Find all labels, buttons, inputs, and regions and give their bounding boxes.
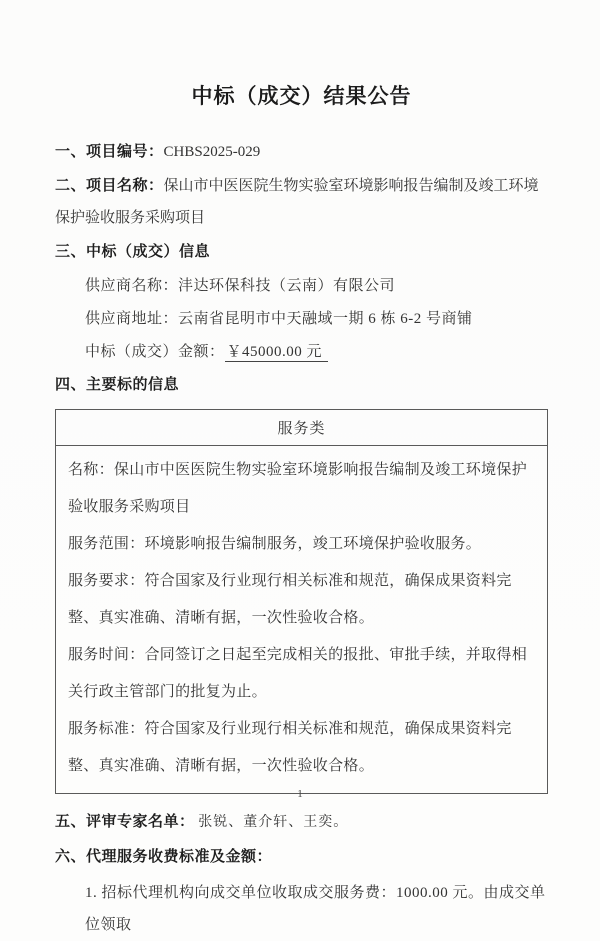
page-number: 1 — [297, 788, 303, 800]
bid-amount-label: 中标（成交）金额： — [85, 344, 225, 360]
agency-fee-heading: 六、代理服务收费标准及金额： — [55, 848, 273, 865]
project-name-label: 二、项目名称： — [55, 177, 164, 194]
section-project-number — [55, 136, 548, 168]
supplier-address-line — [55, 303, 548, 336]
section-experts — [55, 806, 548, 839]
project-number-value: CHBS2025-029 — [163, 144, 261, 160]
table-row-name: 名称：保山市中医医院生物实验室环境影响报告编制及竣工环境保护验收服务采购项目 — [68, 462, 528, 515]
project-number-label: 一、项目编号： — [55, 143, 164, 160]
supplier-name-label: 供应商名称： — [85, 278, 179, 294]
bid-info-heading: 三、中标（成交）信息 — [55, 243, 211, 260]
table-row-standard: 服务标准：符合国家及行业现行相关标准和规范，确保成果资料完整、真实准确、清晰有据，一次性验收合格。 — [68, 721, 512, 774]
subject-info-heading: 四、主要标的信息 — [55, 376, 180, 393]
agency-fee-item: 1. 招标代理机构向成交单位收取成交服务费：1000.00 元。由成交单位领取 — [85, 885, 546, 933]
table-row-requirements: 服务要求：符合国家及行业现行相关标准和规范，确保成果资料完整、真实准确、清晰有据，一次性验收合格。 — [68, 573, 512, 626]
section-bid-info-heading — [55, 236, 548, 268]
supplier-name-value: 沣达环保科技（云南）有限公司 — [178, 278, 396, 294]
supplier-name-line — [55, 270, 548, 303]
page-title: 中标（成交）结果公告 — [191, 85, 412, 108]
table-row-scope: 服务范围：环境影响报告编制服务，竣工环境保护验收服务。 — [68, 536, 482, 552]
project-name-value: 保山市中医医院生物实验室环境影响报告编制及竣工环境保护验收服务采购项目 — [55, 178, 539, 226]
supplier-address-value: 云南省昆明市中天融域一期 6 栋 6-2 号商铺 — [178, 311, 473, 327]
section-project-name — [55, 170, 548, 234]
table-header-row — [56, 410, 548, 446]
bid-amount-value: ￥45000.00 元 — [225, 344, 329, 362]
table-body-cell — [56, 446, 548, 794]
table-row-time: 服务时间：合同签订之日起至完成相关的报批、审批手续，并取得相关行政主管部门的批复为止。 — [68, 647, 528, 700]
experts-label: 五、评审专家名单： — [55, 813, 195, 830]
supplier-address-label: 供应商地址： — [85, 311, 179, 327]
experts-value: 张锐、董介轩、王奕。 — [198, 815, 349, 830]
table-header-service-category: 服务类 — [56, 410, 548, 446]
subject-info-table — [55, 409, 548, 794]
section-agency-heading — [55, 841, 548, 873]
table-body-row — [56, 446, 548, 794]
section-subject-heading — [55, 369, 548, 401]
bid-amount-line — [55, 336, 548, 369]
